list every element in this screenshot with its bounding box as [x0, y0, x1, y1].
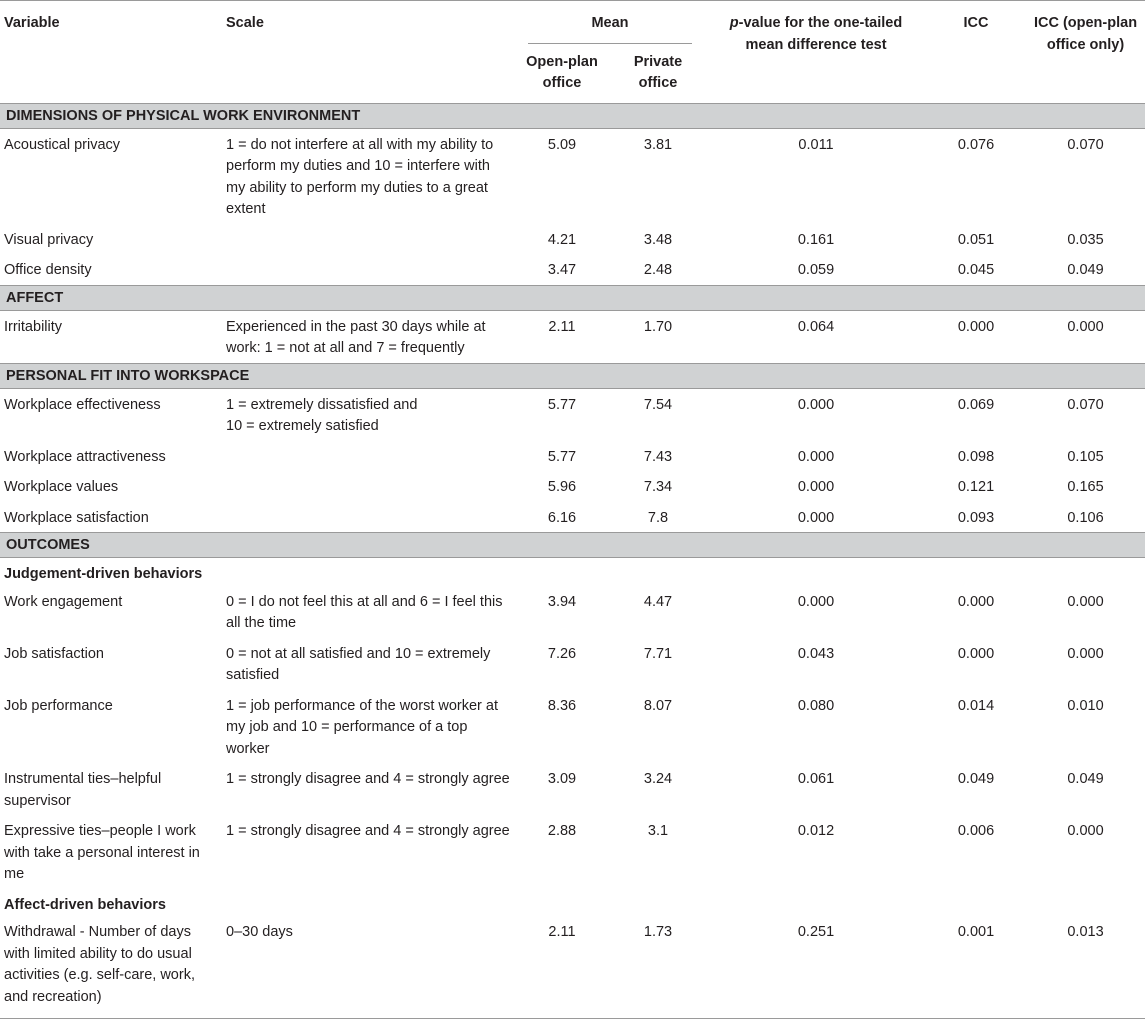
table-header — [0, 1, 1145, 104]
cell-mean-private: 1.73 — [610, 916, 706, 1019]
cell-variable: Irritability — [4, 318, 63, 335]
cell-variable: Work engagement — [4, 593, 123, 610]
cell-scale — [222, 471, 514, 502]
cell-mean-private: 2.48 — [643, 262, 673, 278]
cell-mean-open-plan: 5.96 — [547, 479, 577, 495]
cell-pvalue: 0.043 — [797, 645, 835, 662]
cell-variable: Visual privacy — [4, 231, 94, 248]
cell-mean-private: 7.8 — [647, 509, 669, 526]
cell-scale — [222, 224, 514, 255]
table-row — [0, 441, 1145, 472]
col-header-scale: Scale — [222, 1, 514, 104]
cell-icc-open: 0.013 — [1026, 916, 1145, 1019]
cell-pvalue: 0.251 — [706, 916, 926, 1019]
cell-icc-open: 0.010 — [1067, 697, 1104, 714]
section-header — [0, 103, 1145, 128]
col-header-icc: ICC — [926, 1, 1026, 104]
section-title: AFFECT — [0, 285, 1145, 310]
section-title: DIMENSIONS OF PHYSICAL WORK ENVIRONMENT — [0, 103, 1145, 128]
cell-mean-open-plan: 5.77 — [547, 396, 577, 413]
cell-icc: 0.000 — [957, 593, 995, 610]
subsection-title: Judgement-driven behaviors — [4, 566, 203, 582]
col-header-variable: Variable — [0, 1, 222, 104]
cell-pvalue: 0.000 — [797, 479, 835, 495]
cell-variable: Instrumental ties–helpful supervisor — [4, 771, 162, 809]
cell-pvalue: 0.061 — [797, 771, 835, 787]
cell-mean-private: 3.1 — [647, 823, 669, 839]
cell-pvalue: 0.011 — [798, 136, 834, 153]
section-title: OUTCOMES — [0, 533, 1145, 558]
cell-icc: 0.076 — [957, 136, 995, 153]
col-header-private-office: Private office — [633, 53, 683, 91]
cell-icc-open: 0.000 — [1067, 318, 1104, 335]
table-row — [0, 254, 1145, 285]
cell-scale — [222, 254, 514, 285]
cell-icc: 0.049 — [957, 771, 995, 787]
cell-scale: 1 = do not interfere at all with my ability to perform my duties and 10 = interfere with my ability to perform my duties to a great extent — [226, 136, 494, 217]
subsection-header — [0, 558, 1145, 586]
cell-pvalue: 0.000 — [797, 593, 835, 610]
cell-scale: 1 = extremely dissatisfied and 10 = extremely satisfied — [226, 396, 418, 434]
cell-mean-open-plan: 5.09 — [547, 136, 577, 153]
cell-variable: Workplace values — [4, 479, 119, 495]
col-header-icc-open: ICC (open-plan office only) — [1026, 1, 1145, 104]
table-row — [0, 916, 1145, 1019]
cell-mean-open-plan: 4.21 — [547, 231, 577, 248]
cell-scale: 0 = I do not feel this at all and 6 = I feel this all the time — [226, 593, 503, 631]
cell-pvalue: 0.000 — [797, 396, 835, 413]
cell-scale: 1 = strongly disagree and 4 = strongly agree — [226, 771, 510, 787]
cell-mean-open-plan: 6.16 — [547, 509, 577, 526]
cell-icc: 0.006 — [957, 823, 995, 839]
cell-variable: Workplace satisfaction — [4, 509, 149, 526]
cell-mean-open-plan: 5.77 — [547, 448, 577, 465]
section-header — [0, 285, 1145, 310]
subsection-title: Affect-driven behaviors — [4, 896, 166, 913]
cell-scale — [222, 441, 514, 472]
cell-mean-private: 8.07 — [643, 697, 673, 714]
cell-mean-open-plan: 7.26 — [547, 645, 577, 662]
cell-icc-open: 0.035 — [1067, 231, 1104, 248]
cell-icc-open: 0.070 — [1067, 396, 1104, 413]
cell-icc: 0.001 — [926, 916, 1026, 1019]
cell-icc: 0.051 — [957, 231, 995, 248]
cell-mean-private: 7.54 — [643, 396, 673, 413]
cell-pvalue: 0.080 — [797, 697, 835, 714]
cell-mean-open-plan: 2.11 — [548, 318, 576, 335]
cell-variable: Workplace effectiveness — [4, 396, 161, 413]
cell-mean-open-plan: 2.11 — [514, 916, 610, 1019]
cell-pvalue: 0.000 — [797, 448, 835, 465]
cell-icc-open: 0.000 — [1067, 645, 1104, 662]
cell-variable: Job performance — [4, 697, 113, 714]
table-row — [0, 502, 1145, 533]
cell-variable: Withdrawal - Number of days with limited ability to do usual activities (e.g. self-care, work, and recreation) — [0, 916, 222, 1019]
cell-pvalue: 0.064 — [797, 318, 835, 335]
cell-icc-open: 0.165 — [1067, 479, 1104, 495]
cell-icc-open: 0.105 — [1067, 448, 1104, 465]
section-title: PERSONAL FIT INTO WORKSPACE — [0, 363, 1145, 388]
cell-variable: Expressive ties–people I work with take a personal interest in me — [4, 823, 200, 882]
cell-icc: 0.014 — [957, 697, 995, 714]
section-header — [0, 363, 1145, 388]
cell-icc-open: 0.106 — [1067, 509, 1104, 526]
section-header — [0, 533, 1145, 558]
cell-icc: 0.000 — [957, 645, 995, 662]
cell-icc-open: 0.049 — [1067, 262, 1104, 278]
table-row — [0, 763, 1145, 815]
cell-mean-private: 7.34 — [643, 479, 673, 495]
cell-mean-private: 4.47 — [643, 593, 673, 610]
cell-icc-open: 0.000 — [1067, 823, 1104, 839]
cell-mean-private: 1.70 — [643, 318, 673, 335]
cell-variable: Workplace attractiveness — [4, 448, 166, 465]
cell-icc-open: 0.000 — [1067, 593, 1104, 610]
table-row — [0, 310, 1145, 363]
cell-mean-open-plan: 3.94 — [547, 593, 577, 610]
table-row — [0, 224, 1145, 255]
cell-pvalue: 0.161 — [797, 231, 835, 248]
cell-icc: 0.098 — [957, 448, 995, 465]
cell-pvalue: 0.000 — [797, 509, 835, 526]
cell-mean-private: 7.43 — [643, 448, 673, 465]
cell-mean-open-plan: 3.09 — [547, 771, 577, 787]
cell-icc-open: 0.070 — [1067, 136, 1104, 153]
subsection-header — [0, 889, 1145, 917]
cell-scale: 1 = strongly disagree and 4 = strongly agree — [226, 823, 510, 839]
cell-mean-private: 7.71 — [643, 645, 673, 662]
table-row — [0, 471, 1145, 502]
table-row — [0, 815, 1145, 889]
table-row — [0, 690, 1145, 764]
cell-mean-private: 3.48 — [643, 231, 673, 248]
cell-icc: 0.000 — [957, 318, 995, 335]
cell-mean-open-plan: 3.47 — [547, 262, 577, 278]
cell-icc: 0.069 — [957, 396, 995, 413]
cell-scale — [222, 502, 514, 533]
cell-variable: Office density — [4, 262, 92, 278]
cell-icc: 0.121 — [957, 479, 995, 495]
table-row — [0, 128, 1145, 224]
table-row — [0, 638, 1145, 690]
cell-pvalue: 0.012 — [797, 823, 835, 839]
cell-mean-open-plan: 8.36 — [547, 697, 577, 714]
cell-icc: 0.093 — [957, 509, 995, 526]
table-row — [0, 586, 1145, 638]
cell-variable: Acoustical privacy — [4, 136, 121, 153]
cell-scale: 1 = job performance of the worst worker at my job and 10 = performance of a top worker — [226, 697, 499, 757]
col-header-pvalue: p-value for the one-tailed mean difference test — [706, 1, 926, 104]
col-header-open-plan: Open-plan office — [526, 53, 598, 91]
cell-scale: 0 = not at all satisfied and 10 = extremely satisfied — [226, 645, 491, 683]
cell-mean-private: 3.81 — [643, 136, 673, 153]
cell-scale: Experienced in the past 30 days while at work: 1 = not at all and 7 = frequently — [226, 318, 486, 356]
cell-variable: Job satisfaction — [4, 645, 104, 662]
table-body — [0, 103, 1145, 1019]
cell-mean-open-plan: 2.88 — [547, 823, 577, 839]
table-row — [0, 388, 1145, 441]
cell-icc-open: 0.049 — [1067, 771, 1104, 787]
cell-mean-private: 3.24 — [643, 771, 673, 787]
cell-icc: 0.045 — [957, 262, 995, 278]
cell-scale: 0–30 days — [222, 916, 514, 1019]
col-header-mean: Mean — [514, 1, 706, 44]
cell-pvalue: 0.059 — [797, 262, 835, 278]
